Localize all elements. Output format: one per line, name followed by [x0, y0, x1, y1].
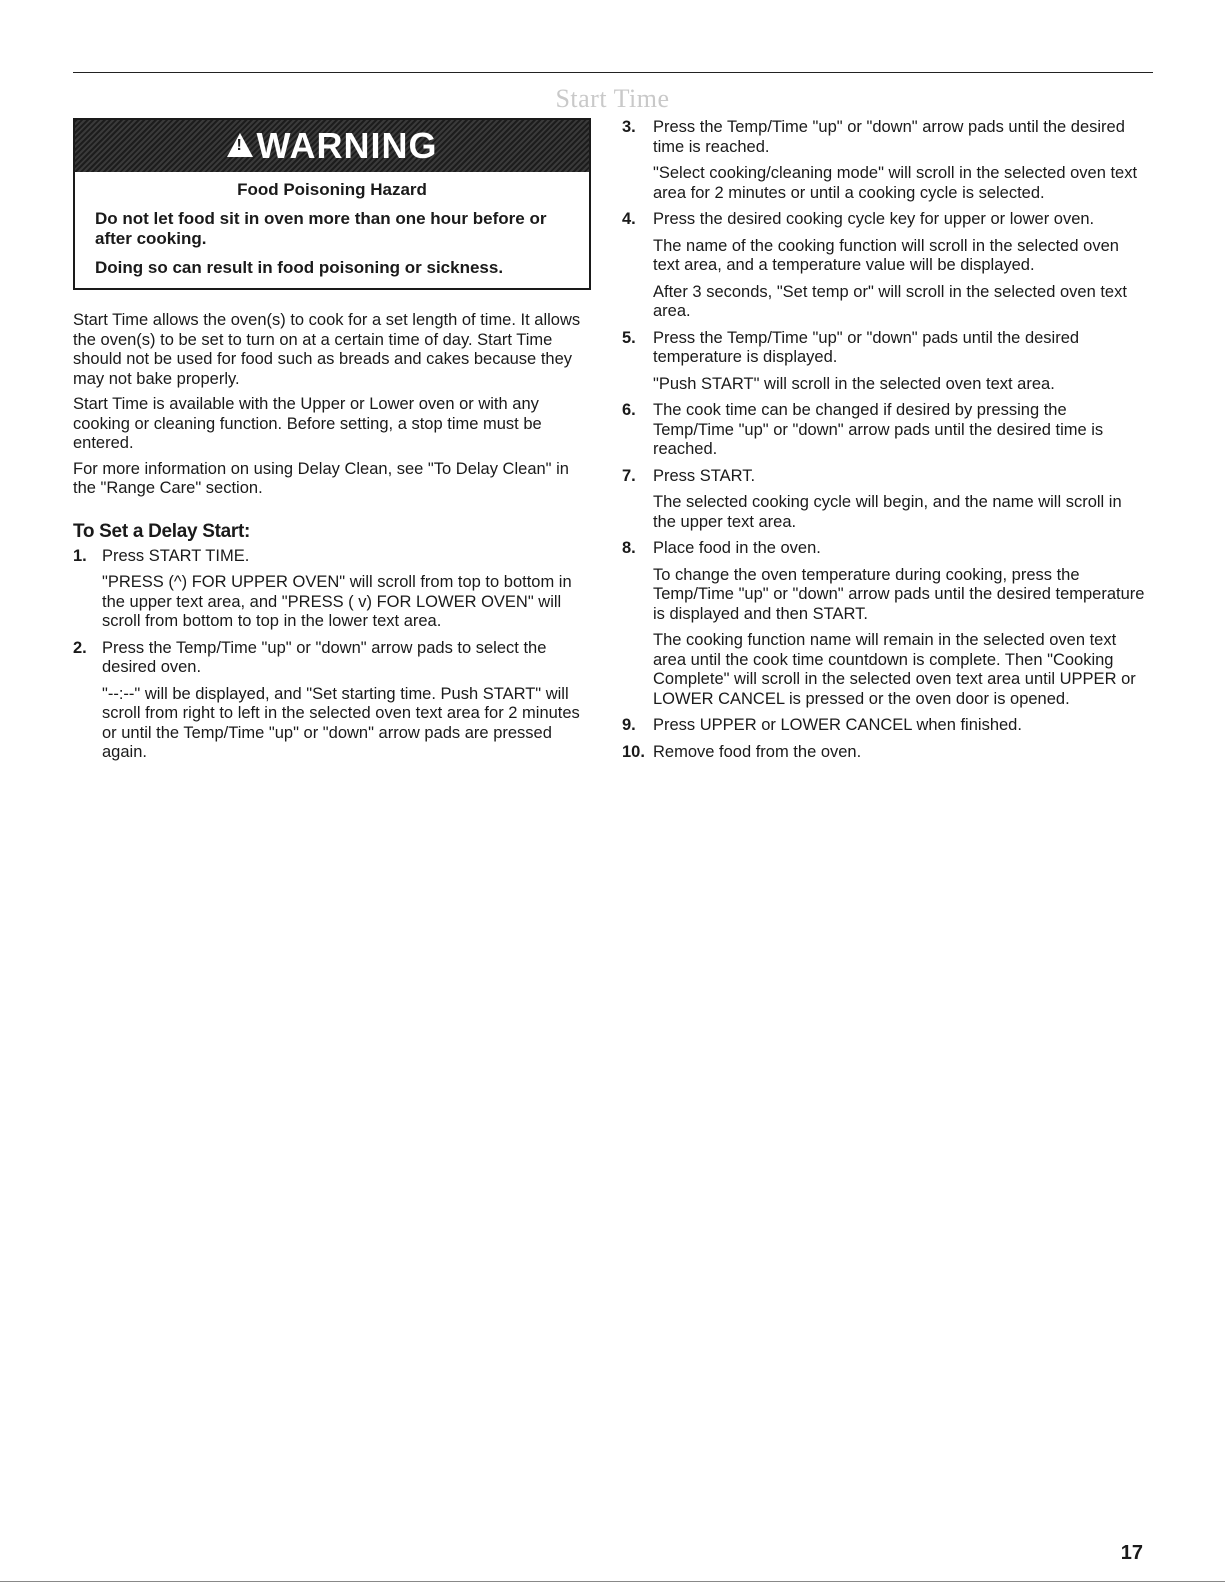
step-item — [624, 743, 1149, 763]
step-number: 3. — [622, 118, 636, 136]
step-detail: The selected cooking cycle will begin, and the name will scroll in the upper text area. — [653, 493, 1122, 531]
page-number: 17 — [1120, 1542, 1143, 1564]
bottom-rule — [0, 1581, 1225, 1582]
section-heading: To Set a Delay Start: — [73, 520, 251, 542]
warning-header — [75, 120, 589, 172]
step-detail: "Push START" will scroll in the selected oven text area. — [653, 374, 1055, 393]
step-item — [73, 639, 593, 678]
step-number: 2. — [73, 638, 87, 657]
step-number: 7. — [622, 466, 636, 485]
step-text: Press START TIME. — [102, 546, 250, 565]
step-item — [624, 329, 1149, 368]
step-item — [624, 716, 1149, 736]
step-detail: The name of the cooking function will scroll in the selected oven text area, and a temperature value will be displayed. — [653, 236, 1119, 274]
warning-box — [73, 118, 591, 290]
step-text: Press the Temp/Time "up" or "down" arrow pads to select the desired oven. — [102, 638, 547, 676]
step-text: Press START. — [653, 466, 756, 485]
step-text: Press the desired cooking cycle key for upper or lower oven. — [653, 210, 1095, 228]
step-number: 6. — [622, 401, 636, 419]
step-detail: The cooking function name will remain in the selected oven text area until the cook time countdown is complete. Then "Cooking Complete" will scroll in the selected oven text area until UPPER or LOWER CANCEL is pressed or the oven door is opened. — [653, 631, 1136, 708]
warning-heading: WARNING — [256, 125, 438, 166]
top-rule — [73, 72, 1153, 73]
step-detail: "PRESS (^) FOR UPPER OVEN" will scroll from top to bottom in the upper text area, and "PRESS ( v) FOR LOWER OVEN" will scroll from bottom to top in the lower text area. — [102, 573, 572, 630]
step-number: 5. — [622, 328, 636, 347]
warning-triangle-icon: ! — [227, 133, 253, 157]
step-text: Remove food from the oven. — [653, 742, 862, 761]
right-column — [624, 118, 1149, 769]
step-item — [624, 467, 1149, 487]
intro-paragraph: Start Time is available with the Upper or Lower oven or with any cooking or cleaning function. Before setting, a stop time must be entered. — [73, 395, 542, 452]
step-detail: "Select cooking/cleaning mode" will scroll in the selected oven text area for 2 minutes or until a cooking cycle is selected. — [653, 164, 1138, 202]
step-item — [624, 401, 1149, 460]
step-number: 8. — [622, 539, 636, 557]
warning-line-2: Doing so can result in food poisoning or sickness. — [95, 258, 504, 277]
step-item — [624, 539, 1149, 559]
step-item — [73, 547, 593, 567]
intro-paragraph: Start Time allows the oven(s) to cook for a set length of time. It allows the oven(s) to be set to turn on at a certain time of day. Start Time should not be used for food such as breads and cakes because they may not bake properly. — [73, 311, 581, 388]
step-number: 1. — [73, 546, 87, 565]
left-column — [73, 118, 593, 770]
warning-body — [75, 172, 589, 288]
step-text: Press the Temp/Time "up" or "down" arrow pads until the desired time is reached. — [653, 118, 1125, 156]
step-number: 4. — [622, 210, 636, 228]
step-number: 10. — [622, 742, 645, 761]
step-item — [624, 210, 1149, 230]
step-detail: To change the oven temperature during cooking, press the Temp/Time "up" or "down" arrow pads until the desired temperature is displayed and then START. — [653, 565, 1145, 623]
step-text: Press UPPER or LOWER CANCEL when finished. — [653, 716, 1022, 734]
intro-paragraph: For more information on using Delay Clean, see "To Delay Clean" in the "Range Care" section. — [73, 459, 569, 497]
step-number: 9. — [622, 716, 636, 734]
page-title: Start Time — [555, 84, 670, 113]
warning-line-1: Do not let food sit in oven more than one hour before or after cooking. — [95, 209, 547, 248]
step-item — [624, 118, 1149, 157]
step-detail: After 3 seconds, "Set temp or" will scroll in the selected oven text area. — [653, 282, 1127, 320]
step-text: The cook time can be changed if desired by pressing the Temp/Time "up" or "down" arrow pads until the desired time is reached. — [653, 401, 1104, 458]
step-detail: "--:--" will be displayed, and "Set starting time. Push START" will scroll from right to left in the selected oven text area for 2 minutes or until the Temp/Time "up" or "down" arrow pads are pressed again. — [102, 684, 580, 761]
warning-hazard: Food Poisoning Hazard — [237, 180, 427, 199]
step-text: Press the Temp/Time "up" or "down" pads until the desired temperature is displayed. — [653, 328, 1080, 366]
step-text: Place food in the oven. — [653, 539, 821, 557]
